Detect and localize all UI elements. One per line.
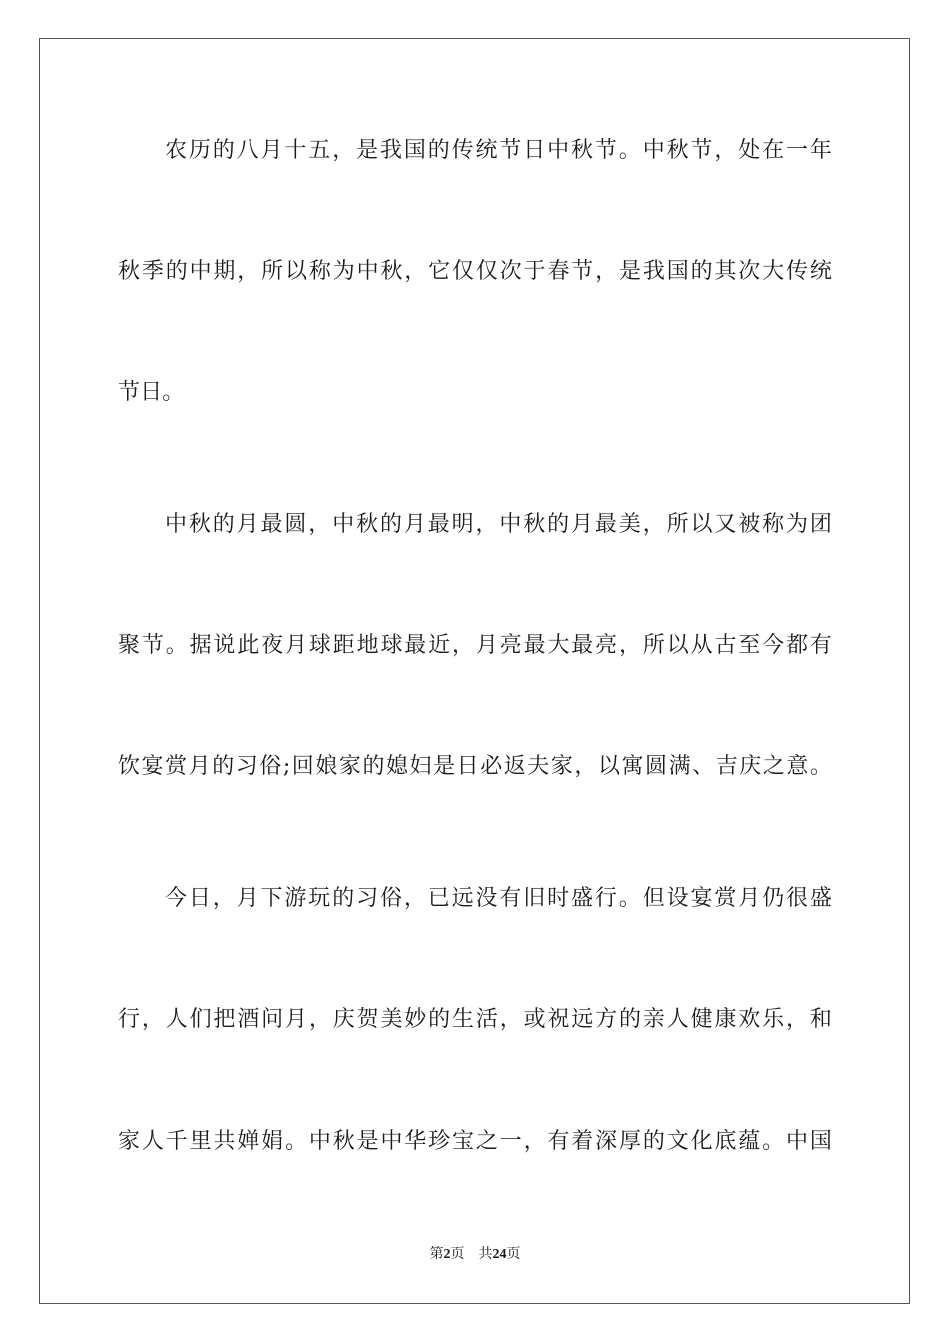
page-border: [39, 38, 910, 1304]
paragraph-3-line-3: 家人千里共婵娟。中秋是中华珍宝之一，有着深厚的文化底蕴。中国: [118, 1129, 832, 1154]
total-pages: 24: [492, 1247, 507, 1262]
paragraph-1-line-1: 农历的八月十五，是我国的传统节日中秋节。中秋节，处在一年: [165, 138, 832, 163]
page-label-prefix: 第: [429, 1247, 444, 1262]
paragraph-2-line-2: 聚节。据说此夜月球距地球最近，月亮最大最亮，所以从古至今都有: [118, 633, 832, 658]
paragraph-1-line-2: 秋季的中期，所以称为中秋，它仅仅次于春节，是我国的其次大传统: [118, 259, 832, 284]
paragraph-2-line-1: 中秋的月最圆，中秋的月最明，中秋的月最美，所以又被称为团: [165, 512, 832, 537]
paragraph-2-line-3: 饮宴赏月的习俗;回娘家的媳妇是日必返夫家，以寓圆满、吉庆之意。: [118, 754, 832, 779]
page-number: 2: [443, 1247, 451, 1262]
page-footer: [0, 1246, 950, 1264]
total-label-prefix: 共: [478, 1247, 493, 1262]
paragraph-3-line-1: 今日，月下游玩的习俗，已远没有旧时盛行。但设宴赏月仍很盛: [165, 886, 832, 911]
total-label-suffix: 页: [506, 1247, 521, 1262]
page-label-suffix: 页: [450, 1247, 465, 1262]
paragraph-3-line-2: 行，人们把酒问月，庆贺美妙的生活，或祝远方的亲人健康欢乐，和: [118, 1007, 832, 1032]
paragraph-1-line-3: 节日。: [118, 380, 185, 405]
